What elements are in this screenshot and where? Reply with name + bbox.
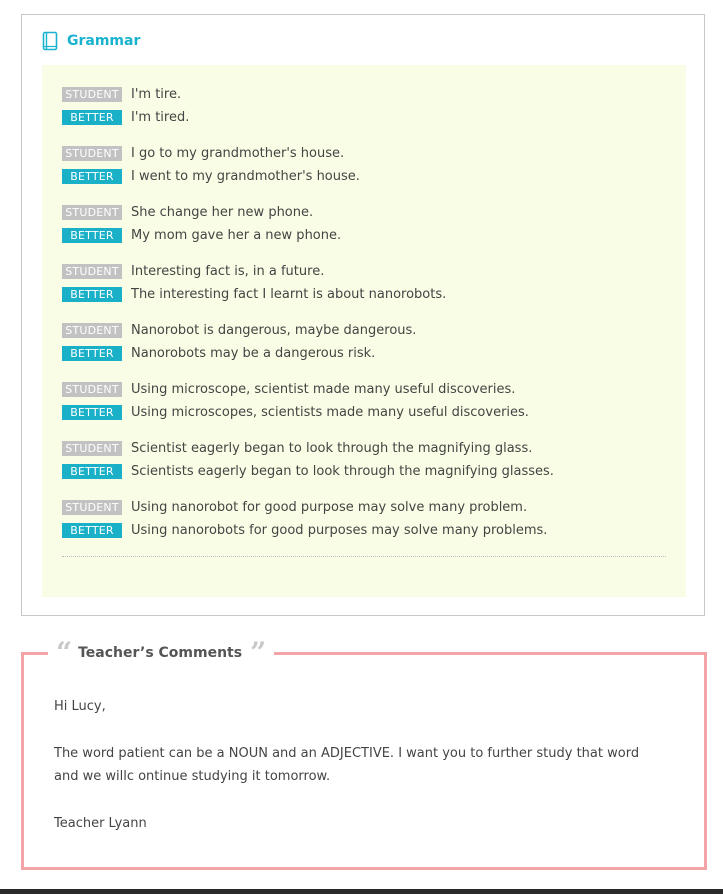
student-row [62, 201, 666, 224]
bottom-bar [0, 889, 723, 894]
correction-pair [62, 260, 666, 306]
book-icon [42, 31, 58, 51]
grammar-card [21, 14, 705, 616]
student-sentence: She change her new phone. [131, 205, 314, 220]
better-badge: BETTER [62, 169, 122, 184]
divider [62, 556, 666, 557]
better-sentence: Using nanorobots for good purposes may solve many problems. [131, 523, 548, 538]
student-sentence: Scientist eagerly began to look through the magnifying glass. [131, 441, 533, 456]
better-row [62, 283, 666, 306]
student-badge: STUDENT [62, 264, 122, 279]
better-row [62, 342, 666, 365]
better-badge: BETTER [62, 464, 122, 479]
better-badge: BETTER [62, 346, 122, 361]
correction-pair [62, 378, 666, 424]
grammar-title: Grammar [67, 33, 141, 49]
grammar-header [42, 31, 140, 51]
student-sentence: I'm tire. [131, 87, 182, 102]
student-row [62, 319, 666, 342]
corrections-list [62, 83, 666, 542]
student-badge: STUDENT [62, 323, 122, 338]
better-row [62, 460, 666, 483]
better-sentence: The interesting fact I learnt is about nanorobots. [131, 287, 447, 302]
student-badge: STUDENT [62, 87, 122, 102]
correction-pair [62, 201, 666, 247]
better-badge: BETTER [62, 287, 122, 302]
comment-message: The word patient can be a NOUN and an ADJECTIVE. I want you to further study that word and we willc ontinue studying it tomorrow. [54, 746, 640, 784]
comments-title: Teacher’s Comments [78, 645, 243, 661]
better-badge: BETTER [62, 228, 122, 243]
better-sentence: I went to my grandmother's house. [131, 169, 360, 184]
student-row [62, 378, 666, 401]
student-badge: STUDENT [62, 441, 122, 456]
student-row [62, 437, 666, 460]
correction-pair [62, 142, 666, 188]
student-sentence: Nanorobot is dangerous, maybe dangerous. [131, 323, 417, 338]
comment-greeting: Hi Lucy, [54, 699, 106, 714]
better-badge: BETTER [62, 110, 122, 125]
student-row [62, 83, 666, 106]
student-badge: STUDENT [62, 500, 122, 515]
close-quote-icon: ” [250, 636, 267, 669]
student-row [62, 496, 666, 519]
better-sentence: Using microscopes, scientists made many useful discoveries. [131, 405, 529, 420]
correction-pair [62, 319, 666, 365]
student-badge: STUDENT [62, 146, 122, 161]
correction-pair [62, 496, 666, 542]
student-badge: STUDENT [62, 382, 122, 397]
student-sentence: I go to my grandmother's house. [131, 146, 345, 161]
student-sentence: Interesting fact is, in a future. [131, 264, 325, 279]
better-sentence: Nanorobots may be a dangerous risk. [131, 346, 376, 361]
open-quote-icon: “ [56, 636, 73, 669]
comments-body [54, 695, 664, 859]
correction-pair [62, 83, 666, 129]
student-row [62, 260, 666, 283]
student-sentence: Using nanorobot for good purpose may solve many problem. [131, 500, 528, 515]
better-sentence: Scientists eagerly began to look through the magnifying glasses. [131, 464, 554, 479]
student-row [62, 142, 666, 165]
teacher-comments-card [21, 636, 707, 870]
student-sentence: Using microscope, scientist made many useful discoveries. [131, 382, 516, 397]
comment-signature: Teacher Lyann [54, 816, 147, 831]
better-row [62, 106, 666, 129]
better-badge: BETTER [62, 523, 122, 538]
better-row [62, 401, 666, 424]
better-row [62, 165, 666, 188]
student-badge: STUDENT [62, 205, 122, 220]
better-sentence: My mom gave her a new phone. [131, 228, 342, 243]
grammar-corrections-panel [42, 65, 686, 597]
better-badge: BETTER [62, 405, 122, 420]
better-row [62, 519, 666, 542]
comments-legend [48, 636, 274, 669]
better-sentence: I'm tired. [131, 110, 190, 125]
correction-pair [62, 437, 666, 483]
better-row [62, 224, 666, 247]
